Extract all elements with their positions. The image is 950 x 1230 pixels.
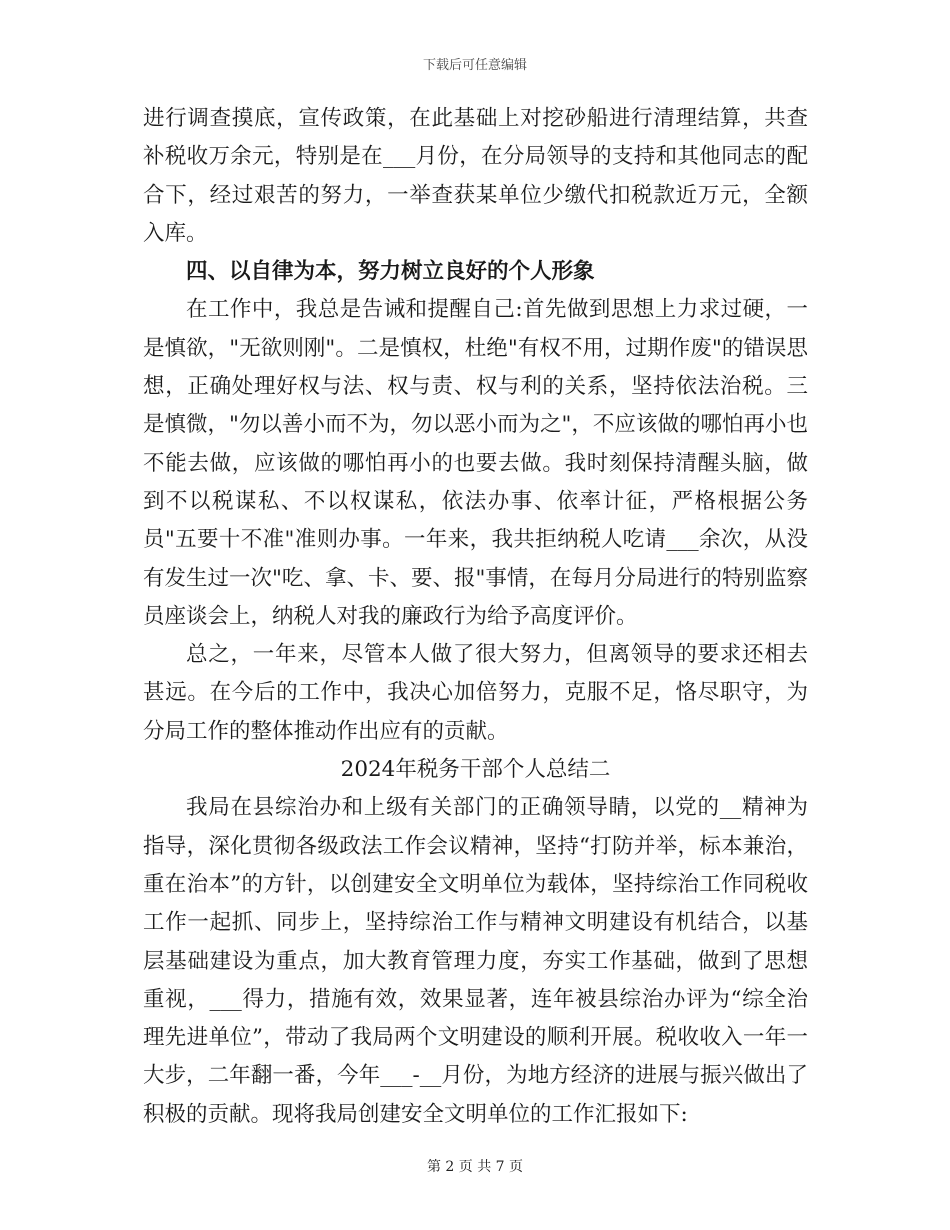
paragraph: 我局在县综治办和上级有关部门的正确领导睛，以党的__精神为指导，深化贯彻各级政法工作会议精神，坚持“打防并举，标本兼治，重在治本”的方针，以创建安全文明单位为载体，坚持综治工作同税收工作一起抓、同步上，坚持综治工作与精神文明建设有机结合，以基层基础建设为重点，加大教育管理力度，夯实工作基础，做到了思想重视，___得力，措施有效，效果显著，连年被县综治办评为“综全治理先进单位”，带动了我局两个文明建设的顺利开展。税收收入一年一大步，二年翻一番，今年___-__月份，为地方经济的进展与振兴做出了积极的贡献。现将我局创建安全文明单位的工作汇报如下: <box>143 795 808 1127</box>
page-header: 下载后可任意编辑 <box>422 58 527 73</box>
paragraph: 总之，一年来，尽管本人做了很大努力，但离领导的要求还相去甚远。在今后的工作中，我决心加倍努力，克服不足，恪尽职守，为分局工作的整体推动作出应有的贡献。 <box>143 642 808 744</box>
section-title: 2024年税务干部个人总结二 <box>340 757 611 783</box>
paragraph: 进行调查摸底，宣传政策，在此基础上对挖砂船进行清理结算，共查补税收万余元，特别是在___月份，在分局领导的支持和其他同志的配合下，经过艰苦的努力，一举查获某单位少缴代扣税款近万元，全额入库。 <box>143 106 808 246</box>
page-footer: 第 2 页 共 7 页 <box>426 1159 524 1175</box>
document-body <box>143 100 808 1134</box>
paragraph: 在工作中，我总是告诫和提醒自己:首先做到思想上力求过硬，一是慎欲，"无欲则刚"。二是慎权，杜绝"有权不用，过期作废"的错误思想，正确处理好权与法、权与责、权与利的关系，坚持依法治税。三是慎微，"勿以善小而不为，勿以恶小而为之"，不应该做的哪怕再小也不能去做，应该做的哪怕再小的也要去做。我时刻保持清醒头脑，做到不以税谋私、不以权谋私，依法办事、依率计征，严格根据公务员"五要十不准"准则办事。一年来，我共拒纳税人吃请___余次，从没有发生过一次"吃、拿、卡、要、报"事情，在每月分局进行的特别监察员座谈会上，纳税人对我的廉政行为给予高度评价。 <box>143 297 808 629</box>
section-heading: 四、以自律为本，努力树立良好的个人形象 <box>186 259 595 285</box>
